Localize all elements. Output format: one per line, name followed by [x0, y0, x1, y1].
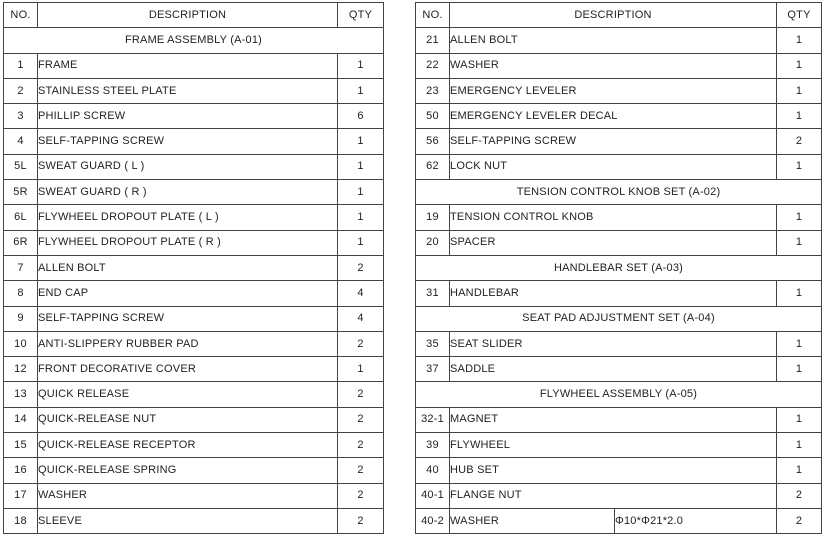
table-row	[416, 281, 822, 306]
part-qty: 1	[338, 78, 384, 103]
part-number: 19	[416, 205, 450, 230]
part-qty: 2	[338, 458, 384, 483]
part-description: QUICK-RELEASE NUT	[38, 407, 338, 432]
part-qty: 6	[338, 104, 384, 129]
part-description: TENSION CONTROL KNOB	[450, 205, 777, 230]
part-qty: 4	[338, 281, 384, 306]
table-row	[4, 508, 384, 533]
part-number: 56	[416, 129, 450, 154]
table-row	[416, 104, 822, 129]
part-qty: 1	[777, 230, 822, 255]
part-qty: 1	[777, 331, 822, 356]
table-row	[4, 483, 384, 508]
parts-table-left	[3, 2, 384, 534]
part-qty: 1	[338, 230, 384, 255]
table-row	[4, 281, 384, 306]
part-number: 3	[4, 104, 38, 129]
part-description: ALLEN BOLT	[450, 28, 777, 53]
part-qty: 1	[777, 154, 822, 179]
part-number: 35	[416, 331, 450, 356]
part-qty: 2	[338, 433, 384, 458]
table-row	[416, 357, 822, 382]
part-description: SELF-TAPPING SCREW	[38, 306, 338, 331]
part-qty: 2	[777, 129, 822, 154]
table-row	[416, 78, 822, 103]
table-row	[4, 180, 384, 205]
part-qty: 1	[338, 129, 384, 154]
part-description: ALLEN BOLT	[38, 255, 338, 280]
part-qty: 1	[777, 357, 822, 382]
part-description: WASHER	[450, 508, 615, 533]
table-row	[4, 230, 384, 255]
table-row	[416, 129, 822, 154]
table-row	[4, 205, 384, 230]
part-number: 31	[416, 281, 450, 306]
table-row	[416, 331, 822, 356]
part-number: 15	[4, 433, 38, 458]
part-qty: 2	[338, 483, 384, 508]
part-qty: 2	[777, 508, 822, 533]
part-qty: 1	[338, 205, 384, 230]
part-qty: 1	[777, 205, 822, 230]
part-number: 5L	[4, 154, 38, 179]
part-description: SELF-TAPPING SCREW	[450, 129, 777, 154]
table-row	[4, 154, 384, 179]
table-row	[4, 306, 384, 331]
part-description: SADDLE	[450, 357, 777, 382]
part-number: 13	[4, 382, 38, 407]
header-qty: QTY	[777, 3, 822, 28]
part-qty: 1	[338, 154, 384, 179]
part-description: SELF-TAPPING SCREW	[38, 129, 338, 154]
part-number: 1	[4, 53, 38, 78]
table-row	[416, 154, 822, 179]
part-description: FLANGE NUT	[450, 483, 777, 508]
part-qty: 1	[777, 53, 822, 78]
part-description: WASHER	[450, 53, 777, 78]
part-qty: 1	[777, 433, 822, 458]
header-description: DESCRIPTION	[450, 3, 777, 28]
part-number: 4	[4, 129, 38, 154]
table-row	[416, 433, 822, 458]
table-header-row	[416, 3, 822, 28]
part-number: 14	[4, 407, 38, 432]
part-description: QUICK-RELEASE RECEPTOR	[38, 433, 338, 458]
table-row	[416, 458, 822, 483]
part-description: EMERGENCY LEVELER DECAL	[450, 104, 777, 129]
section-row	[416, 382, 822, 407]
parts-list-right	[416, 28, 822, 534]
section-title: TENSION CONTROL KNOB SET (A-02)	[416, 180, 822, 205]
part-number: 8	[4, 281, 38, 306]
part-description: SLEEVE	[38, 508, 338, 533]
part-number: 12	[4, 357, 38, 382]
table-row	[4, 357, 384, 382]
section-title: FLYWHEEL ASSEMBLY (A-05)	[416, 382, 822, 407]
table-header-row	[4, 3, 384, 28]
section-row	[416, 180, 822, 205]
part-spec: Φ10*Φ21*2.0	[615, 508, 777, 533]
part-description: WASHER	[38, 483, 338, 508]
part-qty: 2	[338, 407, 384, 432]
section-row	[416, 306, 822, 331]
part-qty: 1	[338, 53, 384, 78]
table-row	[4, 129, 384, 154]
part-description: ANTI-SLIPPERY RUBBER PAD	[38, 331, 338, 356]
table-row	[416, 28, 822, 53]
part-number: 6R	[4, 230, 38, 255]
part-number: 21	[416, 28, 450, 53]
table-row	[4, 407, 384, 432]
table-row	[4, 458, 384, 483]
section-title: FRAME ASSEMBLY (A-01)	[4, 28, 384, 53]
part-number: 17	[4, 483, 38, 508]
part-description: SPACER	[450, 230, 777, 255]
part-description: HUB SET	[450, 458, 777, 483]
part-description: FRONT DECORATIVE COVER	[38, 357, 338, 382]
part-qty: 1	[777, 458, 822, 483]
part-qty: 1	[777, 281, 822, 306]
table-row	[4, 53, 384, 78]
part-description: QUICK RELEASE	[38, 382, 338, 407]
part-number: 10	[4, 331, 38, 356]
part-description: EMERGENCY LEVELER	[450, 78, 777, 103]
table-row	[4, 78, 384, 103]
table-row	[4, 331, 384, 356]
part-description: FLYWHEEL DROPOUT PLATE ( L )	[38, 205, 338, 230]
header-no: NO.	[4, 3, 38, 28]
table-row	[4, 255, 384, 280]
part-qty: 2	[338, 255, 384, 280]
part-number: 40-2	[416, 508, 450, 533]
part-qty: 1	[338, 180, 384, 205]
table-row	[4, 382, 384, 407]
parts-list-left	[4, 28, 384, 534]
part-description: SEAT SLIDER	[450, 331, 777, 356]
part-description: PHILLIP SCREW	[38, 104, 338, 129]
section-title: SEAT PAD ADJUSTMENT SET (A-04)	[416, 306, 822, 331]
part-qty: 1	[777, 407, 822, 432]
part-description: MAGNET	[450, 407, 777, 432]
part-description: FRAME	[38, 53, 338, 78]
part-qty: 1	[777, 28, 822, 53]
part-number: 2	[4, 78, 38, 103]
header-description: DESCRIPTION	[38, 3, 338, 28]
part-number: 23	[416, 78, 450, 103]
part-qty: 2	[338, 331, 384, 356]
table-row	[416, 407, 822, 432]
part-number: 32-1	[416, 407, 450, 432]
part-qty: 2	[777, 483, 822, 508]
parts-table-right	[415, 2, 822, 534]
part-number: 22	[416, 53, 450, 78]
section-row	[416, 255, 822, 280]
table-row	[4, 104, 384, 129]
part-number: 62	[416, 154, 450, 179]
part-number: 7	[4, 255, 38, 280]
part-qty: 2	[338, 508, 384, 533]
part-number: 40-1	[416, 483, 450, 508]
table-row	[416, 508, 822, 533]
part-number: 9	[4, 306, 38, 331]
table-row	[416, 205, 822, 230]
part-qty: 1	[338, 357, 384, 382]
header-no: NO.	[416, 3, 450, 28]
part-number: 37	[416, 357, 450, 382]
section-row	[4, 28, 384, 53]
table-row	[416, 53, 822, 78]
part-number: 39	[416, 433, 450, 458]
part-number: 6L	[4, 205, 38, 230]
part-qty: 4	[338, 306, 384, 331]
part-description: END CAP	[38, 281, 338, 306]
header-qty: QTY	[338, 3, 384, 28]
part-number: 16	[4, 458, 38, 483]
part-number: 20	[416, 230, 450, 255]
section-title: HANDLEBAR SET (A-03)	[416, 255, 822, 280]
part-description: HANDLEBAR	[450, 281, 777, 306]
part-number: 5R	[4, 180, 38, 205]
part-description: FLYWHEEL DROPOUT PLATE ( R )	[38, 230, 338, 255]
part-number: 40	[416, 458, 450, 483]
part-description: STAINLESS STEEL PLATE	[38, 78, 338, 103]
part-qty: 1	[777, 78, 822, 103]
part-qty: 2	[338, 382, 384, 407]
table-row	[416, 483, 822, 508]
part-qty: 1	[777, 104, 822, 129]
part-number: 50	[416, 104, 450, 129]
table-row	[416, 230, 822, 255]
part-description: FLYWHEEL	[450, 433, 777, 458]
table-row	[4, 433, 384, 458]
part-description: SWEAT GUARD ( R )	[38, 180, 338, 205]
part-description: QUICK-RELEASE SPRING	[38, 458, 338, 483]
part-description: SWEAT GUARD ( L )	[38, 154, 338, 179]
part-description: LOCK NUT	[450, 154, 777, 179]
part-number: 18	[4, 508, 38, 533]
